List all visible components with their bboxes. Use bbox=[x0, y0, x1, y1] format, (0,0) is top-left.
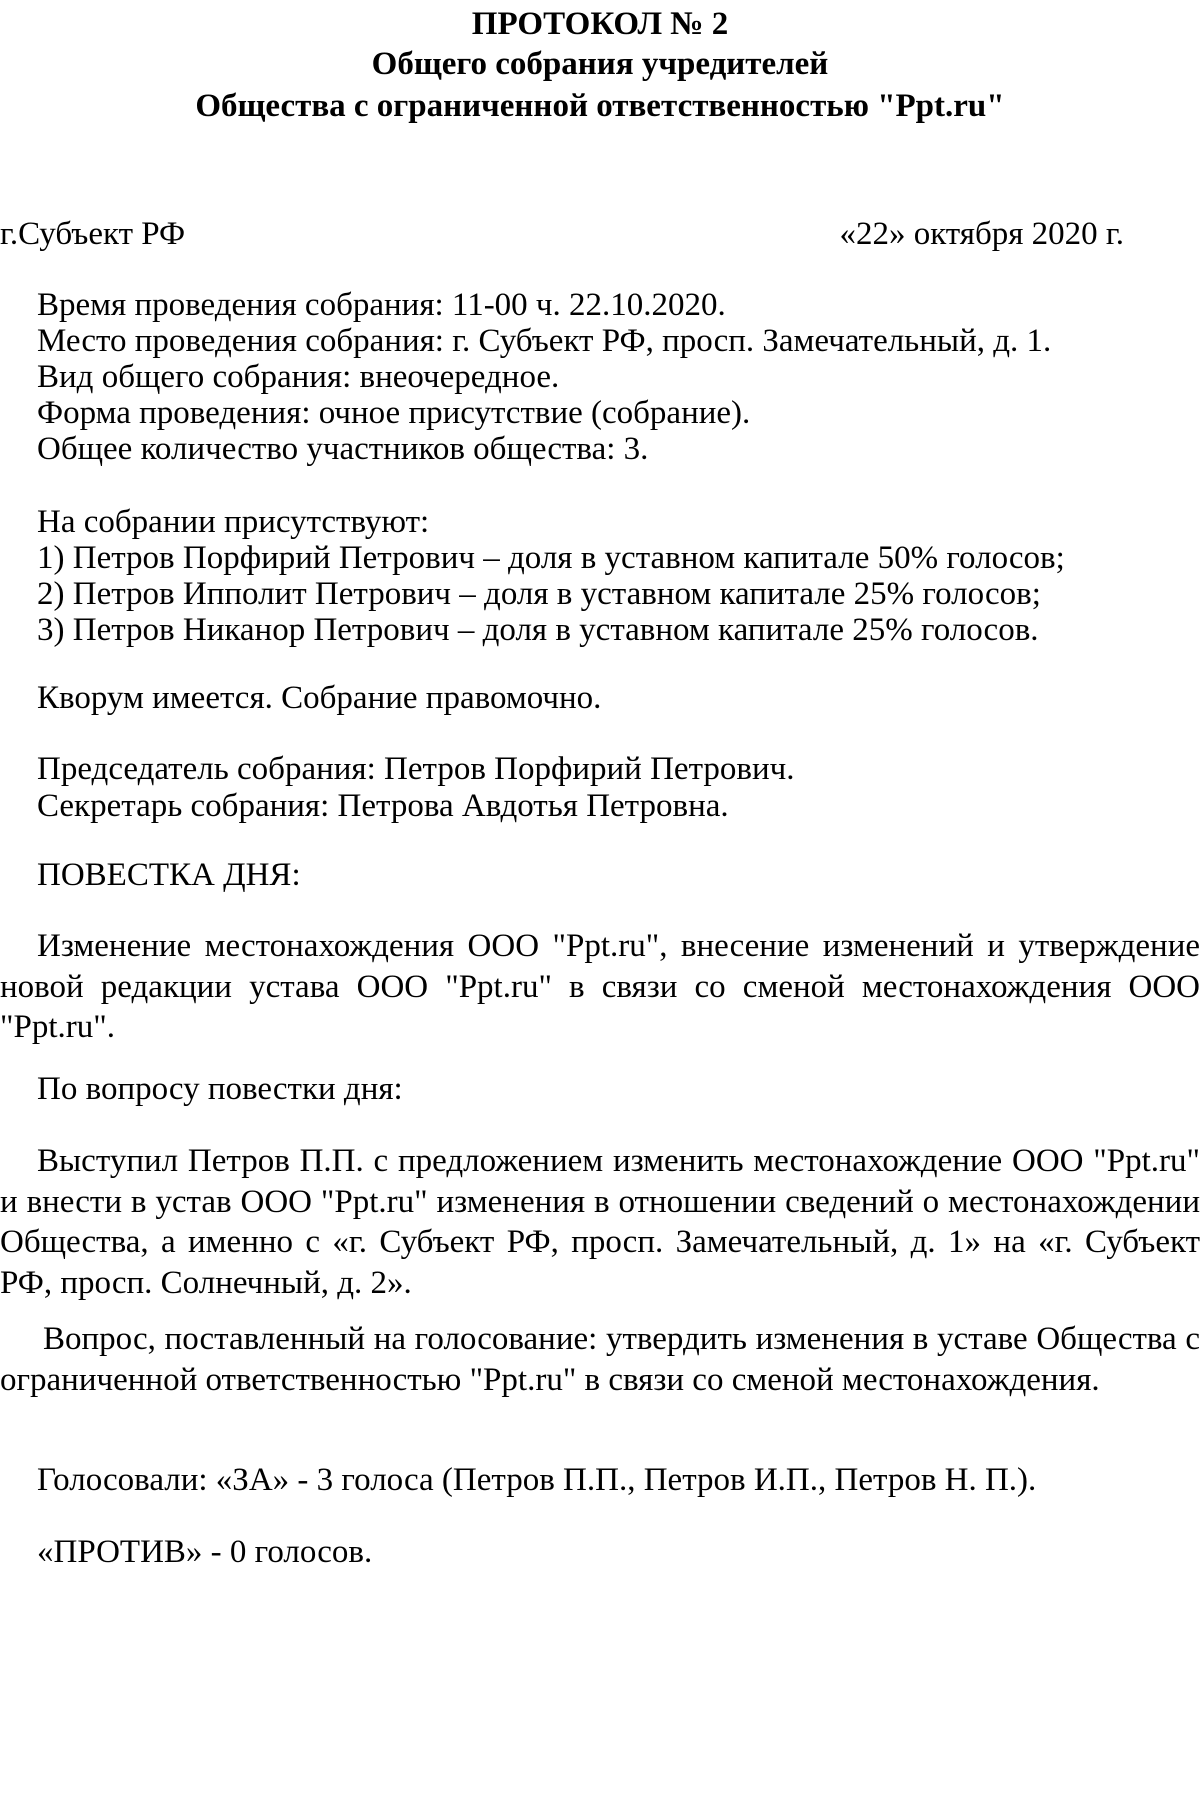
quorum-statement: Кворум имеется. Собрание правомочно. bbox=[37, 680, 602, 716]
meeting-type: Вид общего собрания: внеочередное. bbox=[37, 359, 560, 395]
chairman: Председатель собрания: Петров Порфирий Петрович. bbox=[37, 751, 795, 787]
document-date: «22» октября 2020 г. bbox=[839, 216, 1124, 252]
votes-against: «ПРОТИВ» - 0 голосов. bbox=[37, 1534, 373, 1570]
participant-item: 1) Петров Порфирий Петрович – доля в уставном капитале 50% голосов; bbox=[37, 540, 1065, 576]
meeting-form: Форма проведения: очное присутствие (собрание). bbox=[37, 395, 751, 431]
meeting-time: Время проведения собрания: 11-00 ч. 22.10.2020. bbox=[37, 287, 726, 323]
participants-count: Общее количество участников общества: 3. bbox=[37, 431, 649, 467]
participant-item: 3) Петров Никанор Петрович – доля в уставном капитале 25% голосов. bbox=[37, 612, 1039, 648]
agenda-heading: ПОВЕСТКА ДНЯ: bbox=[37, 857, 301, 893]
attendance-heading: На собрании присутствуют: bbox=[37, 504, 430, 540]
document-title: ПРОТОКОЛ № 2 bbox=[471, 6, 729, 42]
secretary: Секретарь собрания: Петрова Авдотья Петровна. bbox=[37, 788, 729, 824]
document-subtitle: Общего собрания учредителей bbox=[371, 46, 829, 82]
meeting-place: Место проведения собрания: г. Субъект РФ, просп. Замечательный, д. 1. bbox=[37, 323, 1052, 359]
votes-for: Голосовали: «ЗА» - 3 голоса (Петров П.П., Петров И.П., Петров Н. П.). bbox=[37, 1462, 1037, 1498]
voting-question: Вопрос, поставленный на голосование: утвердить изменения в уставе Общества с ограниченной ответственностью "Ppt.ru" в связи со сменой местонахождения. bbox=[0, 1321, 1200, 1398]
speech-paragraph: Выступил Петров П.П. с предложением изменить местонахождение ООО "Ppt.ru" и внести в устав ООО "Ppt.ru" изменения в отношении сведений о местонахождении Общества, а именно с «г. Субъект РФ, просп. Замечательный, д. 1» на «г. Субъект РФ, просп. Солнечный, д. 2». bbox=[0, 1143, 1200, 1301]
agenda-text: Изменение местонахождения ООО "Ppt.ru", внесение изменений и утверждение новой редакции устава ООО "Ppt.ru" в связи со сменой местонахождения ООО "Ppt.ru". bbox=[0, 928, 1200, 1045]
company-name: Общества с ограниченной ответственностью "Ppt.ru" bbox=[195, 88, 1005, 124]
participant-item: 2) Петров Ипполит Петрович – доля в уставном капитале 25% голосов; bbox=[37, 576, 1041, 612]
city: г.Субъект РФ bbox=[0, 216, 186, 252]
discussion-heading: По вопросу повестки дня: bbox=[37, 1071, 403, 1107]
